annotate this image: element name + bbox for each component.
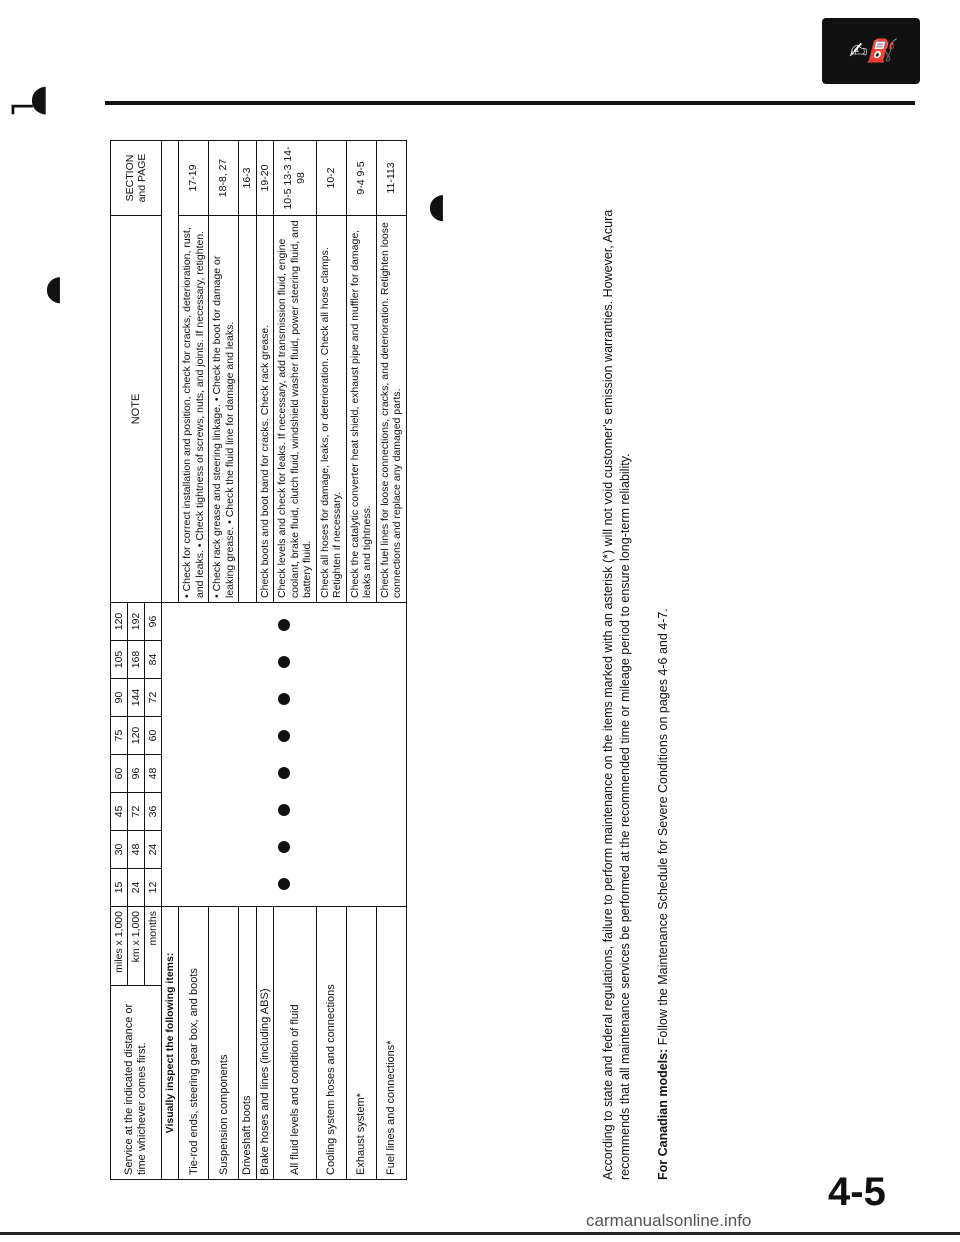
km-cell: 144 <box>128 679 145 717</box>
schedule-dot <box>278 767 290 779</box>
miles-cell: 120 <box>111 603 128 641</box>
schedule-dots <box>162 603 407 907</box>
corner-mark-top-left: ⌐ <box>8 88 37 128</box>
header-row-miles <box>111 141 128 1180</box>
item-note: Check levels and check for leaks. If necessary, add transmission fluid, engine coolant, brake fluid, clutch fluid, windshield washer fluid, power steering fluid, and battery fluid. <box>274 216 317 603</box>
oil-can-logo: ✍⛽ <box>822 18 920 84</box>
item-note: Check boots and boot band for cracks. Check rack grease. <box>256 216 274 603</box>
item-section: 10-5 13-3 14-98 <box>274 141 317 216</box>
months-cell: 12 <box>145 869 162 907</box>
months-cell: 48 <box>145 755 162 793</box>
km-cell: 192 <box>128 603 145 641</box>
miles-cell: 45 <box>111 793 128 831</box>
item-section: 17-19 <box>179 141 209 216</box>
watermark-text: carmanualsonline.info <box>586 1211 752 1230</box>
item-section: 16-3 <box>239 141 257 216</box>
canada-note <box>656 140 670 1180</box>
item-section: 11-113 <box>376 141 406 216</box>
schedule-dot <box>278 656 290 668</box>
registration-mark-left: ◖ <box>45 268 63 308</box>
miles-cell: 75 <box>111 717 128 755</box>
service-label: Service at the indicated distance or time whichever comes first. <box>111 986 162 1180</box>
km-cell: 72 <box>128 793 145 831</box>
months-cell: 96 <box>145 603 162 641</box>
item-label: Driveshaft boots <box>239 907 257 1180</box>
visual-inspect-spacer <box>162 141 179 603</box>
emission-paragraph: According to state and federal regulations, failure to perform maintenance on the items marked with an asterisk (*) will not void customer's emission warranties. However, Acura recommends that all maintenance services be performed at the recommended time or mileage period to ensure long-term reliability. <box>601 209 632 1180</box>
miles-cell: 15 <box>111 869 128 907</box>
item-section: 9-4 9-5 <box>346 141 376 216</box>
miles-cell: 30 <box>111 831 128 869</box>
item-label: Tie-rod ends, steering gear box, and boots <box>179 907 209 1180</box>
item-label: Suspension components <box>209 907 239 1180</box>
footer-rotated <box>600 140 670 1180</box>
item-note <box>239 216 257 603</box>
item-section: 18-8, 27 <box>209 141 239 216</box>
bottom-rule <box>0 1232 960 1235</box>
item-section: 19-20 <box>256 141 274 216</box>
months-cell: 60 <box>145 717 162 755</box>
registration-mark-top: ◖ <box>30 78 49 119</box>
item-note: Check all hoses for damage, leaks, or deterioration. Check all hose clamps. Retighten if necessary. <box>316 216 346 603</box>
top-rule <box>105 101 915 105</box>
visual-inspect-label: Visually inspect the following items: <box>162 907 179 1180</box>
months-cell: 24 <box>145 831 162 869</box>
item-note: • Check rack grease and steering linkage. • Check the boot for damage or leaking grease. • Check the fluid line for damage and leaks. <box>209 216 239 603</box>
schedule-dot <box>278 804 290 816</box>
item-label: Exhaust system* <box>346 907 376 1180</box>
months-cell: 36 <box>145 793 162 831</box>
unit-months: months <box>145 907 162 986</box>
schedule-dot <box>278 878 290 890</box>
canada-label: For Canadian models: <box>656 1048 670 1180</box>
schedule-dot <box>278 619 290 631</box>
item-note: • Check for correct installation and position, check for cracks, deterioration, rust, and leaks. • Check tightness of screws, nuts, and joints. If necessary, retighten. <box>179 216 209 603</box>
km-cell: 96 <box>128 755 145 793</box>
rotated-page-content <box>110 140 610 1180</box>
item-label: Cooling system hoses and connections <box>316 907 346 1180</box>
item-note: Check the catalytic converter heat shield, exhaust pipe and muffler for damage, leaks and tightness. <box>346 216 376 603</box>
miles-cell: 60 <box>111 755 128 793</box>
page-number: 4-5 <box>828 1170 886 1214</box>
item-label: All fluid levels and condition of fluid <box>274 907 317 1180</box>
months-cell: 84 <box>145 641 162 679</box>
unit-miles: miles x 1,000 <box>111 907 128 986</box>
note-header: NOTE <box>111 216 162 603</box>
maintenance-table <box>110 140 407 1180</box>
item-section: 10-2 <box>316 141 346 216</box>
canada-text: Follow the Maintenance Schedule for Severe Conditions on pages 4-6 and 4-7. <box>656 608 670 1046</box>
months-cell: 72 <box>145 679 162 717</box>
miles-cell: 90 <box>111 679 128 717</box>
item-label: Brake hoses and lines (including ABS) <box>256 907 274 1180</box>
schedule-dot <box>278 730 290 742</box>
section-header: SECTION and PAGE <box>111 141 162 216</box>
km-cell: 168 <box>128 641 145 679</box>
registration-mark-center: ◖ <box>428 186 446 226</box>
schedule-dot <box>278 693 290 705</box>
km-cell: 24 <box>128 869 145 907</box>
km-cell: 120 <box>128 717 145 755</box>
miles-cell: 105 <box>111 641 128 679</box>
schedule-dot <box>278 841 290 853</box>
item-label: Fuel lines and connections* <box>376 907 406 1180</box>
unit-km: km x 1,000 <box>128 907 145 986</box>
item-note: Check fuel lines for loose connections, cracks, and deterioration. Retighten loose connections and replace any damaged parts. <box>376 216 406 603</box>
km-cell: 48 <box>128 831 145 869</box>
visual-inspect-row <box>162 141 179 1180</box>
